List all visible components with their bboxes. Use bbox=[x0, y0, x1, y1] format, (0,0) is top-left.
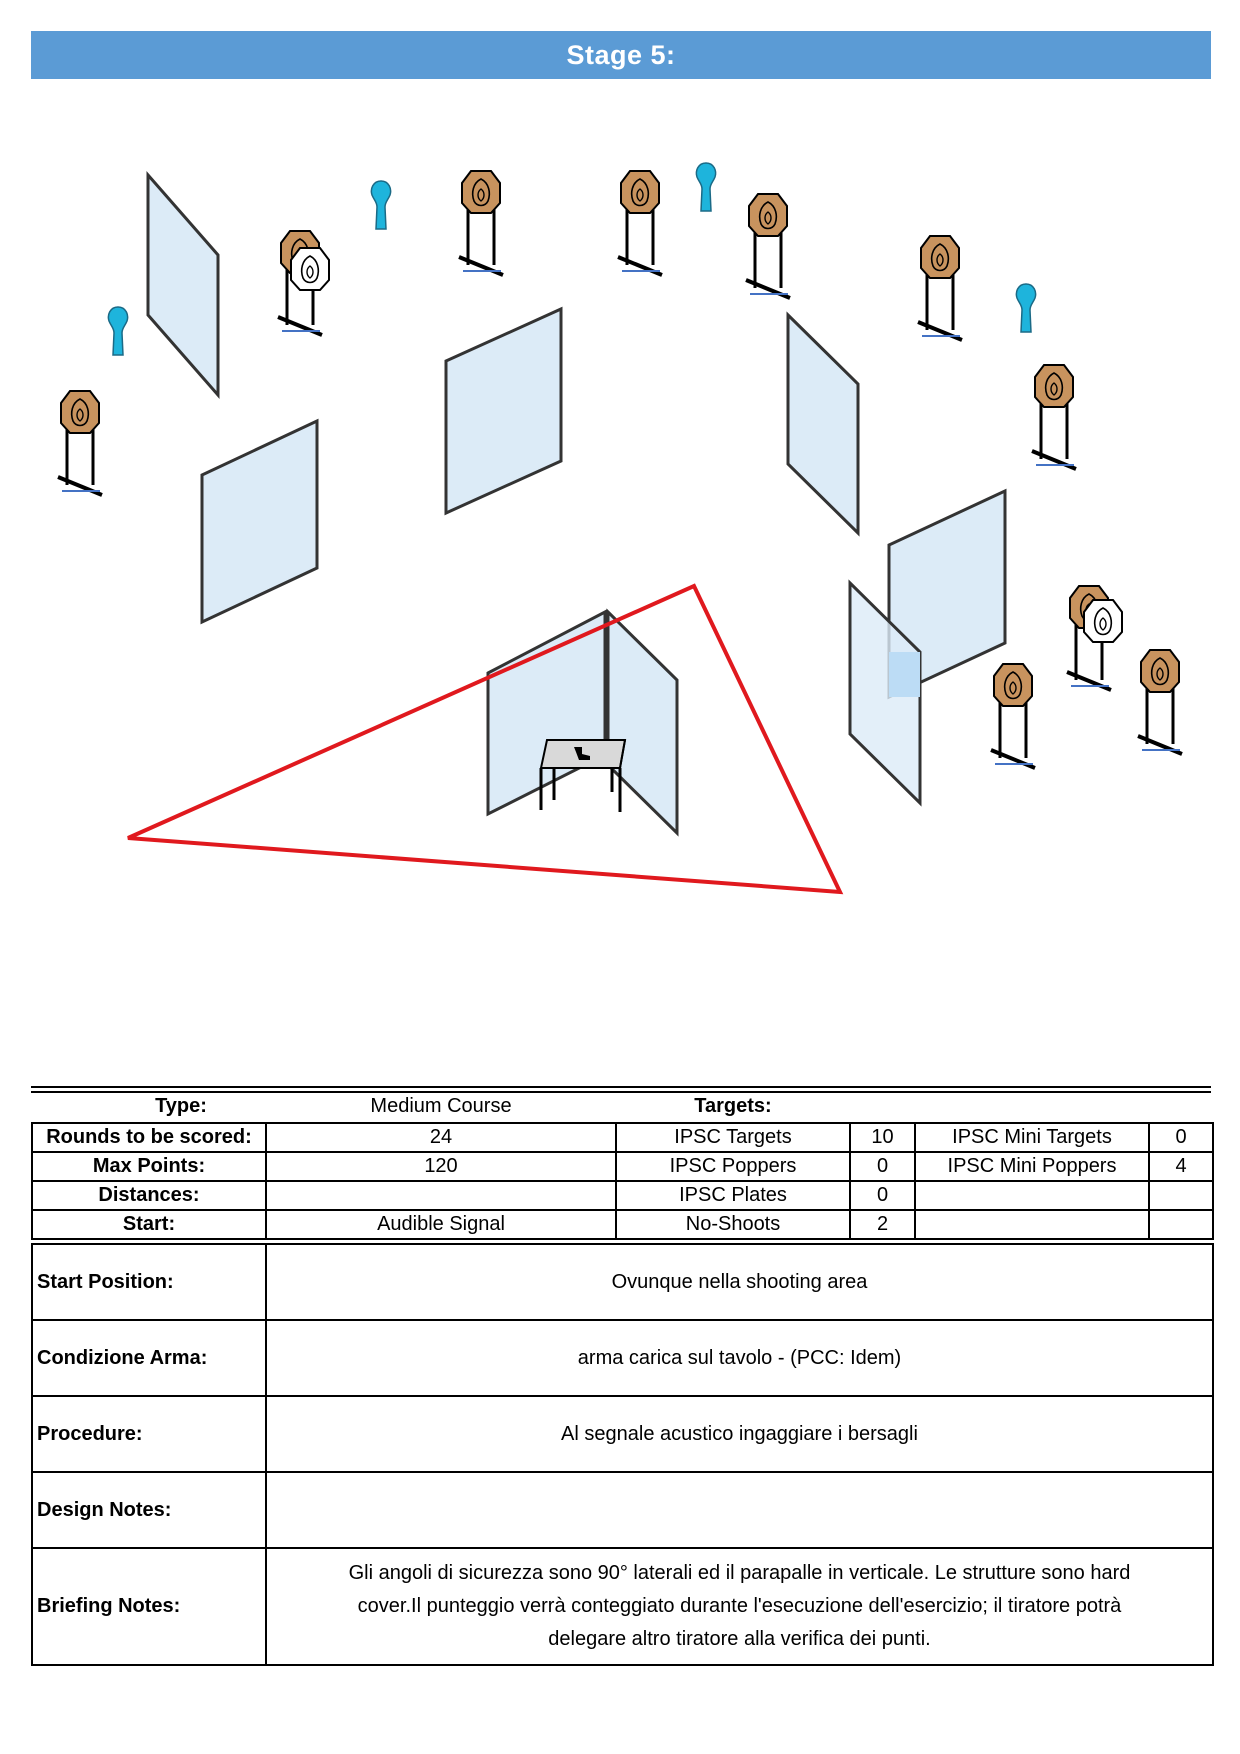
mini-target-type: IPSC Mini Targets bbox=[915, 1123, 1149, 1152]
procedure-label: Procedure: bbox=[32, 1396, 266, 1472]
condition-label: Condizione Arma: bbox=[32, 1320, 266, 1396]
ipsc-target-icon bbox=[459, 171, 503, 275]
design-notes-label: Design Notes: bbox=[32, 1472, 266, 1548]
wall-mid-left bbox=[202, 421, 317, 622]
summary-row bbox=[32, 1152, 1213, 1181]
ipsc-target-icon bbox=[58, 391, 102, 495]
briefing-row bbox=[32, 1548, 1213, 1665]
summary-row bbox=[32, 1123, 1213, 1152]
target-type: No-Shoots bbox=[616, 1210, 850, 1239]
summary-value: 120 bbox=[266, 1152, 616, 1181]
summary-label: Distances: bbox=[32, 1181, 266, 1210]
start-position-row bbox=[32, 1244, 1213, 1320]
condition-value: arma carica sul tavolo - (PCC: Idem) bbox=[266, 1320, 1213, 1396]
briefing-line: cover.Il punteggio verrà conteggiato durante l'esecuzione dell'esercizio; il tiratore potrà bbox=[357, 1595, 1122, 1617]
mini-target-count: 4 bbox=[1149, 1152, 1213, 1181]
briefing-label: Briefing Notes: bbox=[32, 1548, 266, 1665]
stage-title: Stage 5: bbox=[566, 39, 676, 70]
start-wall-left bbox=[488, 612, 605, 814]
design-notes-row bbox=[32, 1472, 1213, 1548]
stage-details-table bbox=[31, 1243, 1214, 1666]
condition-row bbox=[32, 1320, 1213, 1396]
summary-label: Start: bbox=[32, 1210, 266, 1239]
ipsc-target-icon bbox=[918, 236, 962, 340]
target-count: 0 bbox=[850, 1181, 915, 1210]
mini-popper-icon bbox=[371, 181, 390, 229]
summary-value: Audible Signal bbox=[266, 1210, 616, 1239]
summary-label: Max Points: bbox=[32, 1152, 266, 1181]
procedure-value: Al segnale acustico ingaggiare i bersagli bbox=[266, 1396, 1213, 1472]
target-type: IPSC Plates bbox=[616, 1181, 850, 1210]
wall-center bbox=[446, 309, 561, 513]
summary-value bbox=[266, 1181, 616, 1210]
no-shoot-target-icon bbox=[1084, 600, 1122, 642]
ipsc-target-icon bbox=[618, 171, 662, 275]
type-label: Type: bbox=[155, 1095, 207, 1117]
ipsc-target-icon bbox=[1032, 365, 1076, 469]
mini-target-count: 0 bbox=[1149, 1123, 1213, 1152]
type-value: Medium Course bbox=[370, 1095, 512, 1117]
wall-right bbox=[788, 315, 858, 533]
separator-line bbox=[31, 1086, 1211, 1088]
design-notes-value bbox=[266, 1472, 1213, 1548]
no-shoot-target-icon bbox=[291, 248, 329, 290]
mini-target-count bbox=[1149, 1210, 1213, 1239]
start-position-label: Start Position: bbox=[32, 1244, 266, 1320]
summary-row bbox=[32, 1210, 1213, 1239]
mini-target-type bbox=[915, 1181, 1149, 1210]
mini-target-type: IPSC Mini Poppers bbox=[915, 1152, 1149, 1181]
mini-target-count bbox=[1149, 1181, 1213, 1210]
summary-label: Rounds to be scored: bbox=[32, 1123, 266, 1152]
mini-target-type bbox=[915, 1210, 1149, 1239]
mini-popper-icon bbox=[108, 307, 127, 355]
stage-summary-table bbox=[31, 1122, 1214, 1240]
wall-overlap bbox=[889, 652, 920, 697]
start-wall-right bbox=[608, 612, 677, 833]
ipsc-target-icon bbox=[746, 194, 790, 298]
briefing-value bbox=[266, 1548, 1213, 1665]
targets-label: Targets: bbox=[694, 1095, 772, 1117]
briefing-line: delegare altro tiratore alla verifica dei punti. bbox=[548, 1628, 931, 1650]
mini-popper-icon bbox=[1016, 284, 1035, 332]
mini-popper-icon bbox=[696, 163, 715, 211]
target-count: 0 bbox=[850, 1152, 915, 1181]
ipsc-target-icon bbox=[991, 664, 1035, 768]
target-type: IPSC Poppers bbox=[616, 1152, 850, 1181]
shooting-area-boundary bbox=[128, 586, 840, 892]
type-row bbox=[31, 1093, 1212, 1120]
ipsc-target-icon bbox=[1138, 650, 1182, 754]
target-count: 10 bbox=[850, 1123, 915, 1152]
procedure-row bbox=[32, 1396, 1213, 1472]
summary-row bbox=[32, 1181, 1213, 1210]
target-type: IPSC Targets bbox=[616, 1123, 850, 1152]
target-count: 2 bbox=[850, 1210, 915, 1239]
table-icon bbox=[541, 740, 625, 812]
summary-value: 24 bbox=[266, 1123, 616, 1152]
briefing-line: Gli angoli di sicurezza sono 90° laterali ed il parapalle in verticale. Le strutture sono hard bbox=[348, 1562, 1131, 1584]
start-position-value: Ovunque nella shooting area bbox=[266, 1244, 1213, 1320]
wall-far-left bbox=[148, 175, 218, 395]
